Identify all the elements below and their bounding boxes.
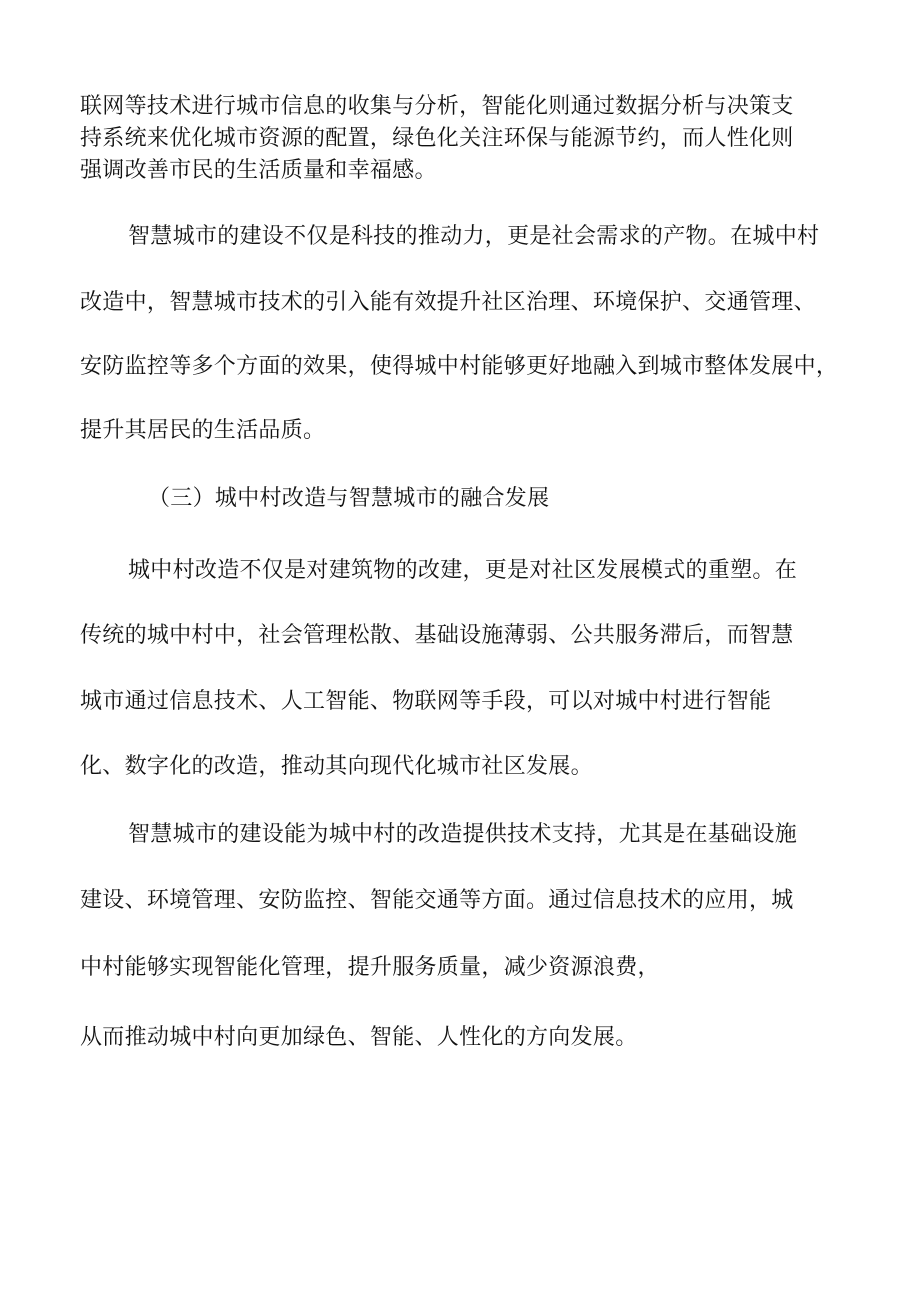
paragraph-2-line-2: 改造中，智慧城市技术的引入能有效提升社区治理、环境保护、交通管理、 [80, 290, 816, 315]
paragraph-3-line-3: 城市通过信息技术、人工智能、物联网等手段，可以对城中村进行智能 [80, 689, 772, 714]
paragraph-4-line-3: 中村能够实现智能化管理，提升服务质量，减少资源浪费， [80, 955, 660, 980]
paragraph-1-line-3: 强调改善市民的生活质量和幸福感。 [80, 158, 437, 183]
paragraph-4-line-4: 从而推动城中村向更加绿色、智能、人性化的方向发展。 [80, 1025, 638, 1050]
paragraph-2-line-1: 智慧城市的建设不仅是科技的推动力，更是社会需求的产物。在城中村 [128, 224, 820, 249]
paragraph-4-line-2: 建设、环境管理、安防监控、智能交通等方面。通过信息技术的应用，城 [80, 888, 794, 913]
paragraph-2-line-3: 安防监控等多个方面的效果，使得城中村能够更好地融入到城市整体发展中， [80, 354, 839, 379]
paragraph-3-line-1: 城中村改造不仅是对建筑物的改建，更是对社区发展模式的重塑。在 [128, 558, 798, 583]
paragraph-3-line-2: 传统的城中村中，社会管理松散、基础设施薄弱、公共服务滞后，而智慧 [80, 623, 794, 648]
section-heading: （三）城中村改造与智慧城市的融合发展 [148, 486, 550, 511]
paragraph-2-line-4: 提升其居民的生活品质。 [80, 418, 326, 443]
paragraph-4-line-1: 智慧城市的建设能为城中村的改造提供技术支持，尤其是在基础设施 [128, 822, 798, 847]
paragraph-1-line-2: 持系统来优化城市资源的配置，绿色化关注环保与能源节约，而人性化则 [80, 126, 794, 151]
paragraph-1-line-1: 联网等技术进行城市信息的收集与分析，智能化则通过数据分析与决策支 [80, 94, 794, 119]
paragraph-3-line-4: 化、数字化的改造，推动其向现代化城市社区发展。 [80, 754, 593, 779]
